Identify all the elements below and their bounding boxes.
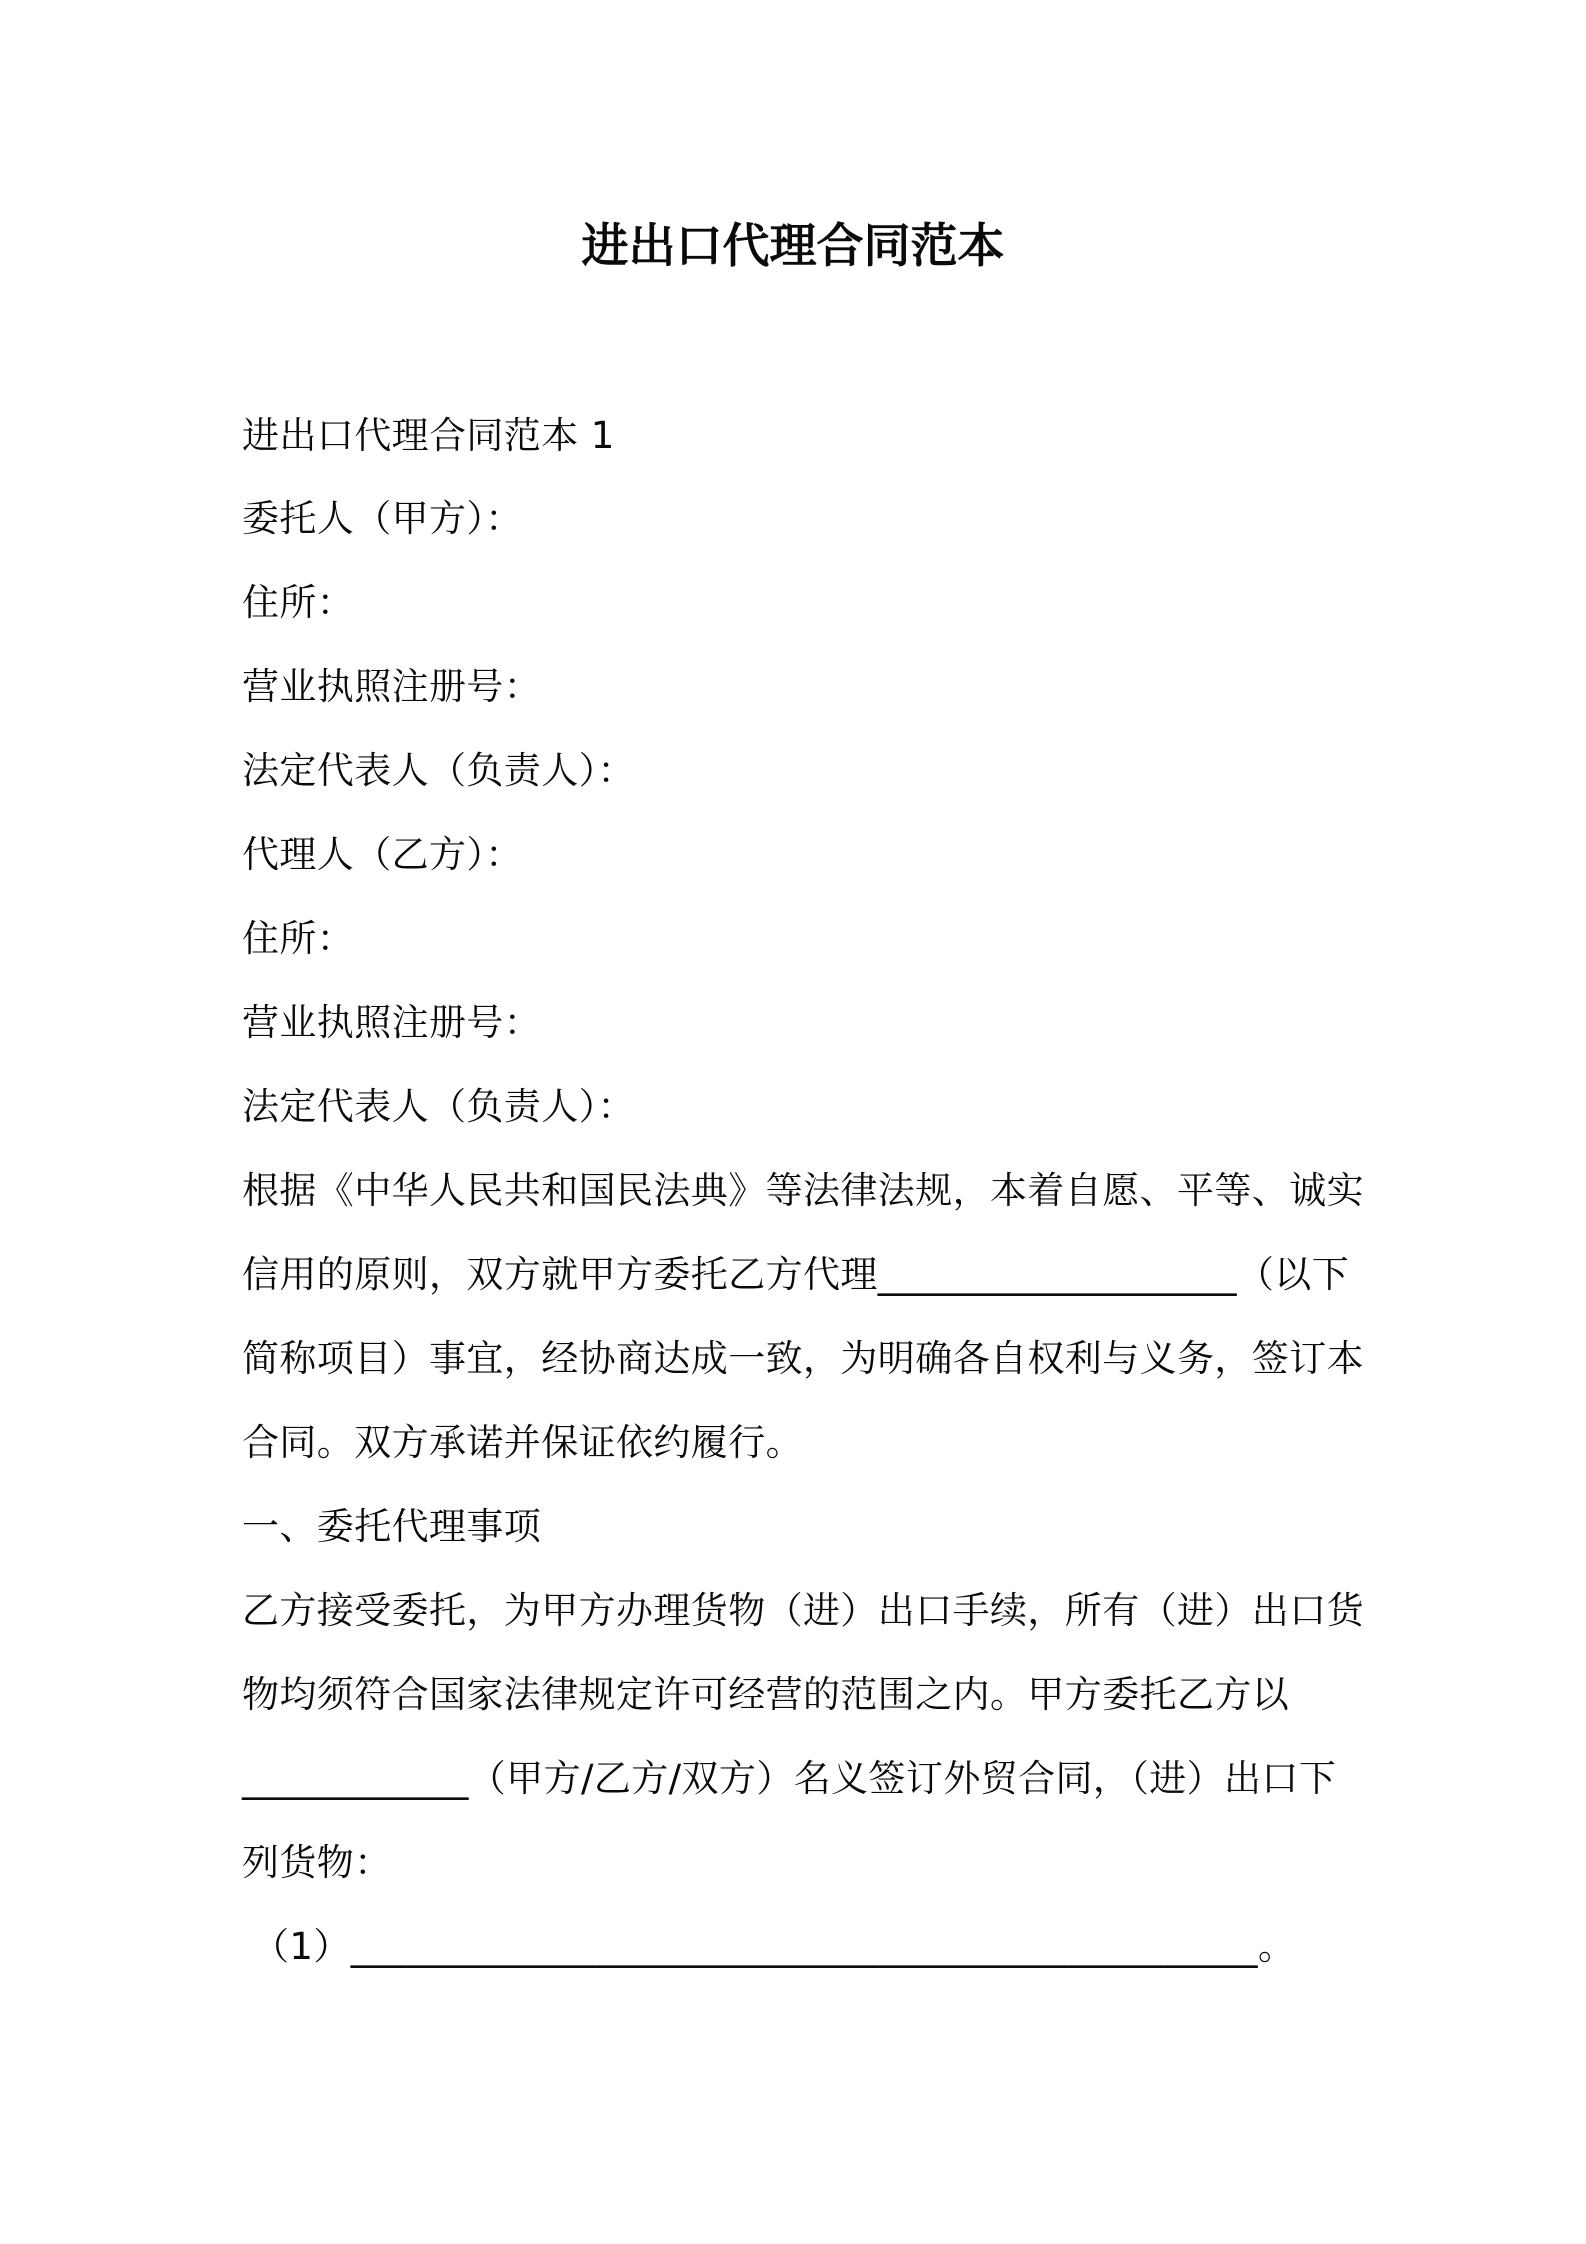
preamble-line: 信用的原则，双方就甲方委托乙方代理___________________（以下	[242, 1253, 1350, 1296]
goods-item-line: （1）________________________________________________。	[252, 1925, 1296, 1968]
clause-line: 列货物：	[242, 1841, 392, 1884]
party-b-representative-label: 法定代表人（负责人）：	[242, 1085, 635, 1128]
party-b-label: 代理人（乙方）：	[242, 833, 523, 876]
section-heading: 一、委托代理事项	[242, 1505, 542, 1548]
clause-line: 乙方接受委托，为甲方办理货物（进）出口手续，所有（进）出口货	[242, 1589, 1364, 1632]
document-title: 进出口代理合同范本	[581, 219, 1005, 274]
sample-heading: 进出口代理合同范本 1	[242, 414, 615, 457]
clause-line: ____________（甲方/乙方/双方）名义签订外贸合同，（进）出口下	[242, 1757, 1337, 1800]
party-a-address-label: 住所：	[242, 581, 355, 624]
preamble-line: 合同。双方承诺并保证依约履行。	[242, 1421, 803, 1464]
party-b-address-label: 住所：	[242, 917, 355, 960]
party-a-label: 委托人（甲方）：	[242, 497, 523, 540]
party-a-representative-label: 法定代表人（负责人）：	[242, 749, 635, 792]
party-a-license-label: 营业执照注册号：	[242, 665, 542, 708]
clause-line: 物均须符合国家法律规定许可经营的范围之内。甲方委托乙方以	[242, 1673, 1290, 1716]
preamble-line: 根据《中华人民共和国民法典》等法律法规，本着自愿、平等、诚实	[242, 1169, 1364, 1212]
party-b-license-label: 营业执照注册号：	[242, 1001, 542, 1044]
preamble-line: 简称项目）事宜，经协商达成一致，为明确各自权利与义务，签订本	[242, 1337, 1364, 1380]
